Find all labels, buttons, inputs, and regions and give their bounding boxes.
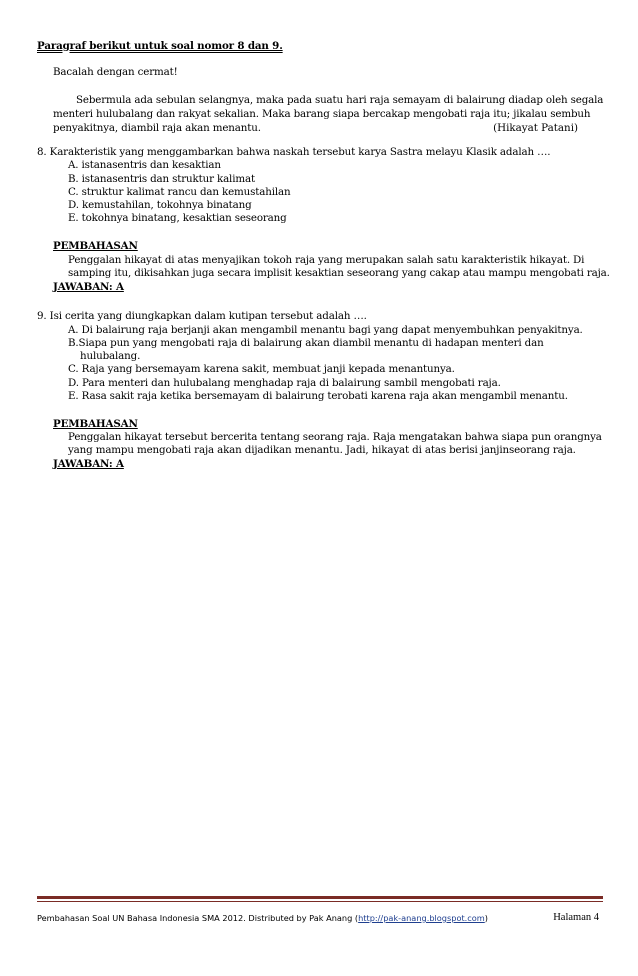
answer-option: B. istanasentris dan struktur kalimat xyxy=(68,173,255,185)
page-number: Halaman 4 xyxy=(553,912,599,923)
answer-option: A. istanasentris dan kesaktian xyxy=(68,159,221,171)
answer-option: A. Di balairung raja berjanji akan mengambil menantu bagi yang dapat menyembuhkan penyakitnya. xyxy=(68,324,583,336)
answer-option: B.Siapa pun yang mengobati raja di balairung akan diambil menantu di hadapan menteri dan xyxy=(68,337,544,349)
answer-option: C. struktur kalimat rancu dan kemustahilan xyxy=(68,186,291,198)
footer-text: Pembahasan Soal UN Bahasa Indonesia SMA 2012. Distributed by Pak Anang ( xyxy=(37,913,359,923)
answer-option: D. kemustahilan, tokohnya binatang xyxy=(68,199,252,211)
answer-option: C. Raja yang bersemayam karena sakit, membuat janji kepada menantunya. xyxy=(68,363,455,375)
answer-option-continuation: hulubalang. xyxy=(80,350,141,362)
discussion-line: Penggalan hikayat di atas menyajikan tokoh raja yang merupakan salah satu karakteristik hikayat. Di xyxy=(68,254,585,266)
footer-divider-thin xyxy=(37,901,603,902)
footer-divider xyxy=(37,896,603,899)
question-9: 9. Isi cerita yang diungkapkan dalam kutipan tersebut adalah …. xyxy=(37,310,367,322)
passage-source: (Hikayat Patani) xyxy=(493,122,578,134)
answer-option: E. Rasa sakit raja ketika bersemayam di balairung terobati karena raja akan mengambil menantu. xyxy=(68,390,568,402)
passage-line: penyakitnya, diambil raja akan menantu. xyxy=(53,122,261,134)
discussion-line: Penggalan hikayat tersebut bercerita tentang seorang raja. Raja mengatakan bahwa siapa pun orangnya xyxy=(68,431,602,443)
section-heading: Paragraf berikut untuk soal nomor 8 dan 9. xyxy=(37,40,283,52)
discussion-heading: PEMBAHASAN xyxy=(53,418,138,430)
page-footer xyxy=(37,911,603,925)
answer-key: JAWABAN: A xyxy=(53,458,124,470)
discussion-heading: PEMBAHASAN xyxy=(53,240,138,252)
footer-text-end: ) xyxy=(484,913,488,923)
discussion-line: samping itu, dikisahkan juga secara implisit kesaktian seseorang yang cakap atau mampu mengobati raja. xyxy=(68,267,610,279)
question-8: 8. Karakteristik yang menggambarkan bahwa naskah tersebut karya Sastra melayu Klasik adalah …. xyxy=(37,146,551,158)
discussion-line: yang mampu mengobati raja akan dijadikan menantu. Jadi, hikayat di atas berisi janjinseorang raja. xyxy=(68,444,576,456)
answer-option: E. tokohnya binatang, kesaktian seseorang xyxy=(68,212,287,224)
answer-option: D. Para menteri dan hulubalang menghadap raja di balairung sambil mengobati raja. xyxy=(68,377,501,389)
answer-key: JAWABAN: A xyxy=(53,281,124,293)
passage-line: Sebermula ada sebulan selangnya, maka pada suatu hari raja semayam di balairung diadap oleh segala xyxy=(76,94,604,106)
passage-line: menteri hulubalang dan rakyat sekalian. Maka barang siapa bercakap mengobati raja itu; jikalau sembuh xyxy=(53,108,591,120)
footer-blog-link[interactable]: http://pak-anang.blogspot.com xyxy=(358,913,485,923)
reading-instruction: Bacalah dengan cermat! xyxy=(53,66,178,78)
